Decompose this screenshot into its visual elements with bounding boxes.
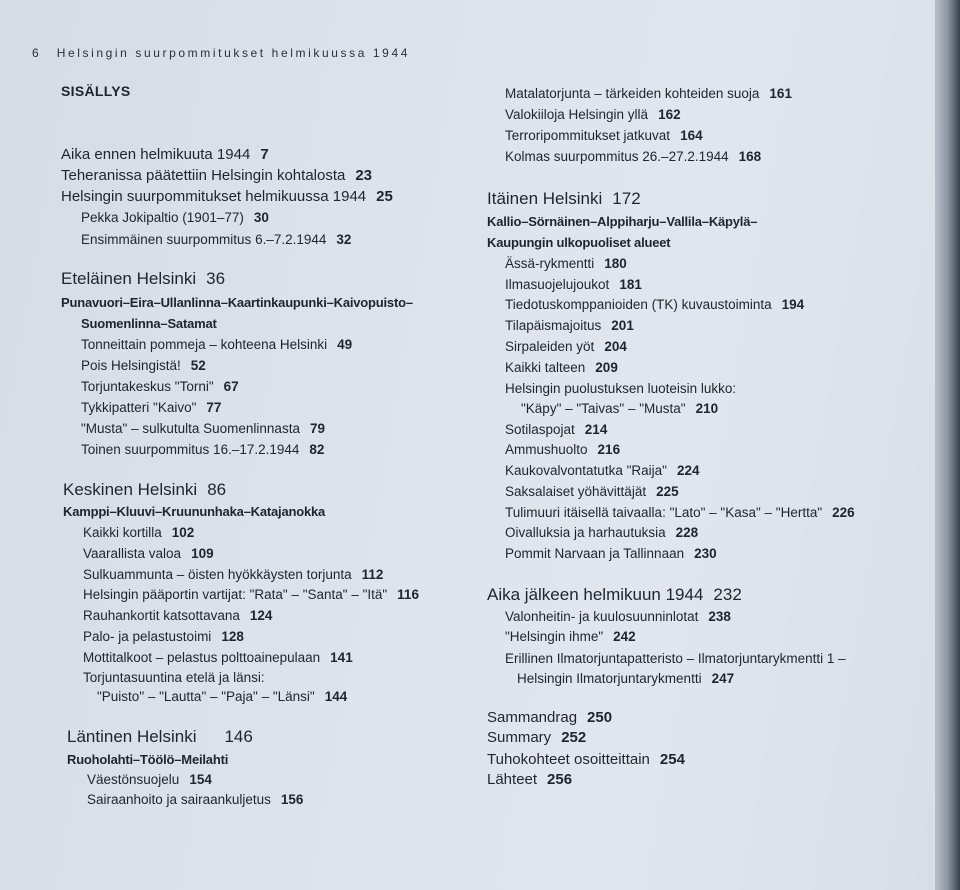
page-number: 6 — [32, 46, 39, 60]
page-ref: 79 — [309, 421, 325, 436]
toc-entry: Valokiiloja Helsingin yllä 162 — [505, 107, 681, 122]
page-ref: 254 — [659, 751, 685, 768]
section-districts: Punavuori–Eira–Ullanlinna–Kaartinkaupunki–Kaivopuisto– — [61, 295, 413, 310]
page-ref: 247 — [711, 671, 735, 686]
section-districts: Suomenlinna–Satamat — [81, 316, 217, 331]
toc-entry: Pois Helsingistä! 52 — [81, 358, 206, 373]
page-ref: 232 — [713, 585, 742, 604]
page-ref: 102 — [171, 525, 195, 540]
toc-entry: Pommit Narvaan ja Tallinnaan 230 — [505, 546, 717, 561]
page-ref: 124 — [249, 608, 273, 623]
toc-entry: Oivalluksia ja harhautuksia 228 — [505, 525, 699, 540]
page-ref: 214 — [584, 422, 608, 437]
page-ref: 146 — [224, 727, 253, 746]
toc-entry: "Musta" – sulkutulta Suomenlinnasta 79 — [81, 421, 325, 436]
page-ref: 7 — [260, 146, 269, 163]
toc-entry: Mottitalkoot – pelastus polttoainepulaan 141 — [83, 650, 353, 665]
section-districts: Ruoholahti–Töölö–Meilahti — [67, 752, 229, 767]
page-ref: 181 — [619, 277, 642, 292]
page-ref: 49 — [337, 337, 353, 352]
toc-entry: "Puisto" – "Lautta" – "Paja" – "Länsi" 144 — [97, 689, 348, 704]
toc-entry: Ilmasuojelujoukot 181 — [505, 277, 642, 292]
page-ref: 154 — [189, 772, 212, 787]
page-ref: 164 — [680, 128, 703, 143]
page-ref: 201 — [611, 318, 634, 333]
toc-entry: Rauhankortit katsottavana 124 — [83, 608, 273, 623]
toc-entry: Erillinen Ilmatorjuntapatteristo – Ilmatorjuntarykmentti 1 – — [505, 651, 846, 666]
running-title: Helsingin suurpommitukset helmikuussa 1944 — [56, 46, 411, 60]
page-ref: 82 — [309, 442, 325, 457]
section-heading: Itäinen Helsinki 172 — [487, 189, 641, 208]
toc-entry: "Käpy" – "Taivas" – "Musta" 210 — [521, 401, 719, 416]
page-ref: 209 — [595, 360, 618, 375]
page-ref: 204 — [604, 339, 627, 354]
page-ref: 194 — [781, 297, 805, 312]
page-ref: 228 — [675, 525, 699, 540]
toc-entry: Helsingin suurpommitukset helmikuussa 1944 25 — [61, 188, 393, 205]
page-ref: 25 — [376, 188, 393, 205]
toc-entry: Lähteet 256 — [487, 771, 573, 788]
toc-entry: Vaarallista valoa 109 — [83, 546, 214, 561]
toc-entry: Sairaanhoito ja sairaankuljetus 156 — [87, 792, 304, 807]
page-ref: 156 — [280, 792, 304, 807]
toc-entry: Ässä-rykmentti 180 — [505, 256, 627, 271]
toc-entry: Helsingin puolustuksen luoteisin lukko: — [505, 381, 737, 396]
section-heading: Aika jälkeen helmikuun 1944 232 — [487, 585, 742, 604]
section-districts: Kaupungin ulkopuoliset alueet — [487, 235, 671, 250]
page-ref: 172 — [612, 189, 641, 208]
toc-entry: Torjuntakeskus "Torni" 67 — [81, 379, 239, 394]
toc-entry: Sotilaspojat 214 — [505, 422, 608, 437]
toc-entry: Toinen suurpommitus 16.–17.2.1944 82 — [81, 442, 325, 457]
page-ref: 225 — [656, 484, 679, 499]
page-ref: 77 — [206, 400, 222, 415]
page-ref: 67 — [223, 379, 239, 394]
page-ref: 141 — [330, 650, 353, 665]
page-ref: 180 — [604, 256, 627, 271]
toc-entry: Helsingin Ilmatorjuntarykmentti 247 — [517, 671, 735, 686]
toc-entry: Tiedotuskomppanioiden (TK) kuvaustoiminta 194 — [505, 297, 805, 312]
toc-entry: Palo- ja pelastustoimi 128 — [83, 629, 244, 644]
page-ref: 242 — [613, 629, 636, 644]
toc-entry: Teheranissa päätettiin Helsingin kohtalosta 23 — [61, 167, 373, 184]
section-districts: Kamppi–Kluuvi–Kruununhaka–Katajanokka — [63, 504, 326, 519]
toc-entry: Tuhokohteet osoitteittain 254 — [487, 751, 685, 768]
toc-entry: Tulimuuri itäisellä taivaalla: "Lato" – "Kasa" – "Hertta" 226 — [505, 505, 855, 520]
page-ref: 23 — [355, 167, 373, 184]
page-ref: 252 — [561, 729, 587, 746]
section-districts: Kallio–Sörnäinen–Alppiharju–Vallila–Käpylä– — [487, 214, 758, 229]
page-ref: 216 — [597, 442, 621, 457]
page-ref: 112 — [361, 567, 384, 582]
page-ref: 256 — [547, 771, 573, 788]
page-ref: 162 — [658, 107, 681, 122]
toc-entry: Kaikki talteen 209 — [505, 360, 618, 375]
toc-entry: Väestönsuojelu 154 — [87, 772, 212, 787]
toc-entry: Kaukovalvontatutka "Raija" 224 — [505, 463, 700, 478]
page-ref: 32 — [336, 232, 352, 247]
toc-entry: Saksalaiset yöhävittäjät 225 — [505, 484, 679, 499]
section-heading: Eteläinen Helsinki 36 — [61, 269, 226, 288]
toc-entry: "Helsingin ihme" 242 — [505, 629, 636, 644]
page-ref: 238 — [708, 609, 731, 624]
toc-entry: Ensimmäinen suurpommitus 6.–7.2.1944 32 — [81, 232, 352, 247]
page-ref: 109 — [191, 546, 214, 561]
page-ref: 144 — [324, 689, 348, 704]
toc-entry: Tonneittain pommeja – kohteena Helsinki 49 — [81, 337, 353, 352]
toc-entry: Sirpaleiden yöt 204 — [505, 339, 627, 354]
toc-entry: Tilapäismajoitus 201 — [505, 318, 634, 333]
page-ref: 30 — [253, 210, 269, 225]
page-ref: 36 — [206, 269, 226, 288]
running-header — [32, 46, 410, 60]
toc-entry: Valonheitin- ja kuulosuunninlotat 238 — [505, 609, 731, 624]
toc-entry: Kaikki kortilla 102 — [83, 525, 195, 540]
page-ref: 86 — [207, 480, 227, 499]
page-ref: 226 — [832, 505, 855, 520]
toc-entry: Torjuntasuuntina etelä ja länsi: — [83, 670, 265, 685]
section-heading: Läntinen Helsinki 146 — [67, 727, 253, 746]
page-ref: 230 — [694, 546, 717, 561]
page-ref: 210 — [695, 401, 719, 416]
toc-entry: Summary 252 — [487, 729, 587, 746]
page-ref: 168 — [738, 149, 762, 164]
page-ref: 250 — [587, 709, 613, 726]
toc-entry: Pekka Jokipaltio (1901–77) 30 — [81, 210, 269, 225]
toc-entry: Sulkuammunta – öisten hyökkäysten torjunta 112 — [83, 567, 384, 582]
toc-title: SISÄLLYS — [61, 83, 131, 99]
toc-entry: Ammushuolto 216 — [505, 442, 621, 457]
page-ref: 52 — [190, 358, 206, 373]
toc-entry: Tykkipatteri "Kaivo" 77 — [81, 400, 222, 415]
page-ref: 128 — [221, 629, 244, 644]
page-ref: 161 — [769, 86, 792, 101]
toc-entry: Matalatorjunta – tärkeiden kohteiden suoja 161 — [505, 86, 792, 101]
section-heading: Keskinen Helsinki 86 — [63, 480, 227, 499]
page-edge-shadow — [935, 0, 960, 890]
toc-entry: Kolmas suurpommitus 26.–27.2.1944 168 — [505, 149, 762, 164]
toc-entry: Sammandrag 250 — [487, 709, 613, 726]
page-ref: 224 — [676, 463, 700, 478]
toc-entry: Aika ennen helmikuuta 1944 7 — [61, 146, 269, 163]
toc-entry: Terroripommitukset jatkuvat 164 — [505, 128, 703, 143]
page-ref: 116 — [397, 587, 419, 602]
toc-entry: Helsingin pääportin vartijat: "Rata" – "Santa" – "Itä" 116 — [83, 587, 419, 602]
